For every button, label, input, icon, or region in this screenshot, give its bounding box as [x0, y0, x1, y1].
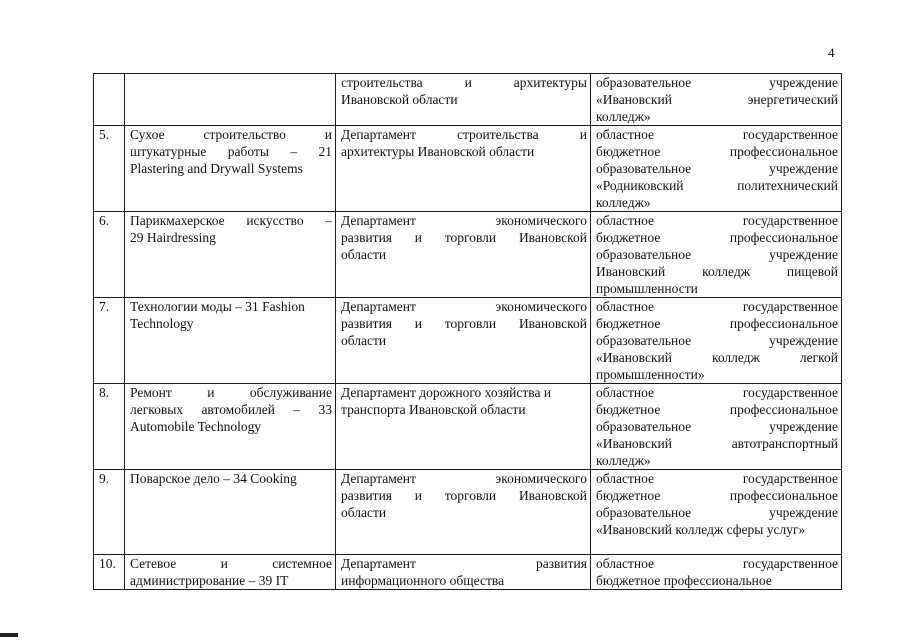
organization-line [596, 194, 838, 211]
word: областное [596, 471, 655, 486]
department-line [341, 246, 587, 263]
organization-line [596, 401, 838, 418]
word: Департамент [341, 299, 416, 314]
word: администрирование [130, 573, 246, 588]
word: энергетический [747, 92, 838, 107]
organization-line [596, 212, 838, 229]
department-line [341, 143, 587, 160]
organization-line [596, 349, 838, 366]
word: автомобилей [201, 402, 276, 417]
word: Департамент [341, 471, 416, 486]
word: и [324, 127, 332, 142]
competency-table-body [94, 74, 842, 590]
organization-cell [591, 470, 842, 555]
department-line [341, 504, 587, 521]
word: областное [596, 127, 655, 142]
organization-cell [591, 74, 842, 126]
department-line [341, 212, 587, 229]
word: учреждение [769, 247, 838, 262]
competency-cell [125, 126, 336, 212]
word: «Ивановский колледж сферы услуг» [596, 522, 806, 537]
department-line [341, 572, 587, 589]
word: Ремонт [130, 385, 172, 400]
row-number-cell [94, 384, 125, 470]
word: областное [596, 299, 655, 314]
word: учреждение [769, 161, 838, 176]
organization-line [596, 418, 838, 435]
word: Plastering and Drywall Systems [130, 161, 303, 176]
row-number-cell [94, 74, 125, 126]
word: и [464, 75, 472, 90]
word: государственное [742, 213, 838, 228]
word: Департамент дорожного хозяйства и [341, 385, 552, 400]
organization-line [596, 143, 838, 160]
word: колледж» [596, 109, 651, 124]
row-number: 7. [99, 299, 110, 314]
word: Ивановской области [341, 92, 458, 107]
word: государственное [742, 385, 838, 400]
word: и [220, 556, 228, 571]
organization-cell [591, 212, 842, 298]
department-line [341, 384, 587, 401]
word: Ивановской [518, 230, 587, 245]
word: промышленности [596, 281, 698, 296]
row-number: 9. [99, 471, 110, 486]
word: IT [275, 573, 289, 588]
word: бюджетное [596, 316, 661, 331]
department-line [341, 126, 587, 143]
word: профессиональное [729, 316, 838, 331]
word: профессиональное [729, 144, 838, 159]
word: колледж [702, 264, 751, 279]
word: – [293, 402, 301, 417]
word: 21 [318, 144, 332, 159]
word: и [579, 127, 587, 142]
competency-line [130, 143, 332, 160]
organization-line [596, 332, 838, 349]
word: и [414, 230, 423, 245]
organization-cell [591, 298, 842, 384]
word: колледж» [596, 453, 651, 468]
organization-line [596, 452, 838, 469]
word: пищевой [786, 264, 838, 279]
word: учреждение [769, 419, 838, 434]
organization-line [596, 126, 838, 143]
word: системное [272, 556, 332, 571]
department-cell [336, 298, 591, 384]
word: Technology [130, 316, 194, 331]
organization-line [596, 470, 838, 487]
organization-cell [591, 384, 842, 470]
page-number: 4 [828, 45, 835, 60]
word: бюджетное [596, 488, 661, 503]
organization-line [596, 263, 838, 280]
word: обслуживание [249, 385, 332, 400]
competency-line [130, 212, 332, 229]
word: Парикмахерское [130, 213, 225, 228]
word: Департамент [341, 127, 416, 142]
word: 39 [258, 573, 273, 588]
word: строительство [203, 127, 286, 142]
word: и [414, 488, 423, 503]
word: и [207, 385, 215, 400]
word: промышленности» [596, 367, 705, 382]
competency-line [130, 315, 332, 332]
table-row [94, 555, 842, 590]
table-row [94, 470, 842, 555]
organization-line [596, 435, 838, 452]
word: Департамент [341, 213, 416, 228]
organization-line [596, 108, 838, 125]
department-line [341, 487, 587, 504]
word: экономического [495, 213, 587, 228]
department-cell [336, 126, 591, 212]
department-line [341, 315, 587, 332]
word: учреждение [769, 333, 838, 348]
page-edge-mark [0, 633, 18, 637]
word: бюджетное [596, 144, 661, 159]
table-row [94, 126, 842, 212]
word: 29 Hairdressing [130, 230, 216, 245]
competency-cell [125, 74, 336, 126]
word: строительства [341, 75, 423, 90]
word: и [414, 316, 423, 331]
word: 33 [318, 402, 332, 417]
department-line [341, 298, 587, 315]
word: транспорта Ивановской области [341, 402, 526, 417]
word: развития [341, 316, 393, 331]
word: автотранспортный [731, 436, 838, 451]
word: информационного [341, 573, 447, 588]
organization-line [596, 572, 838, 589]
word: развития [341, 488, 393, 503]
word: государственное [742, 299, 838, 314]
word: областное [596, 556, 655, 571]
word: «Ивановский [596, 436, 672, 451]
row-number-cell [94, 298, 125, 384]
word: бюджетное [596, 230, 661, 245]
word: искусство [246, 213, 304, 228]
word: торговли [444, 316, 497, 331]
department-cell [336, 470, 591, 555]
department-line [341, 555, 587, 572]
word: профессиональное [729, 488, 838, 503]
word: экономического [495, 299, 587, 314]
word: Automobile Technology [130, 419, 262, 434]
row-number: 5. [99, 127, 110, 142]
organization-line [596, 177, 838, 194]
word: образовательное [596, 247, 692, 262]
word: работы [227, 144, 269, 159]
word: профессиональное [729, 402, 838, 417]
department-line [341, 91, 587, 108]
word: – [290, 144, 298, 159]
table-row [94, 384, 842, 470]
word: колледж [711, 350, 760, 365]
competency-line [130, 298, 332, 315]
word: учреждение [769, 75, 838, 90]
word: образовательное [596, 75, 692, 90]
row-number: 10. [99, 556, 116, 571]
organization-cell [591, 555, 842, 590]
organization-line [596, 504, 838, 521]
word: «Ивановский [596, 350, 672, 365]
department-cell [336, 384, 591, 470]
organization-line [596, 521, 838, 538]
word: общества [449, 573, 505, 588]
word: Ивановской [518, 488, 587, 503]
word: экономического [495, 471, 587, 486]
word: Ивановский [596, 264, 666, 279]
competency-line [130, 384, 332, 401]
organization-line [596, 555, 838, 572]
competency-line [130, 572, 332, 589]
word: государственное [742, 556, 838, 571]
word: Поварское дело – 34 Cooking [130, 471, 297, 486]
word: образовательное [596, 505, 692, 520]
row-number-cell [94, 555, 125, 590]
organization-line [596, 366, 838, 383]
row-number-cell [94, 126, 125, 212]
organization-line [596, 298, 838, 315]
competency-line [130, 470, 332, 487]
word: легкой [799, 350, 838, 365]
word: политехнический [737, 178, 838, 193]
word: образовательное [596, 333, 692, 348]
department-cell [336, 555, 591, 590]
organization-line [596, 280, 838, 297]
word: штукатурные [130, 144, 207, 159]
organization-line [596, 160, 838, 177]
department-line [341, 229, 587, 246]
department-line [341, 470, 587, 487]
word: торговли [444, 488, 497, 503]
word: образовательное [596, 161, 692, 176]
table-row [94, 212, 842, 298]
competency-table [93, 73, 842, 590]
department-line [341, 74, 587, 91]
word: области [341, 505, 387, 520]
word: – [248, 573, 256, 588]
competency-line [130, 229, 332, 246]
word: Ивановской [518, 316, 587, 331]
word: Сухое [130, 127, 165, 142]
word: областное [596, 385, 655, 400]
organization-cell [591, 126, 842, 212]
word: архитектуры [513, 75, 587, 90]
word: строительства [456, 127, 539, 142]
word: колледж» [596, 195, 651, 210]
competency-line [130, 418, 332, 435]
organization-line [596, 487, 838, 504]
word: профессиональное [663, 573, 772, 588]
word: Сетевое [130, 556, 177, 571]
row-number-cell [94, 470, 125, 555]
competency-line [130, 401, 332, 418]
word: архитектуры Ивановской области [341, 144, 535, 159]
competency-cell [125, 384, 336, 470]
row-number: 6. [99, 213, 110, 228]
word: Департамент [341, 556, 416, 571]
word: «Ивановский [596, 92, 672, 107]
organization-line [596, 384, 838, 401]
competency-line [130, 126, 332, 143]
row-number: 8. [99, 385, 110, 400]
competency-line [130, 160, 332, 177]
department-cell [336, 74, 591, 126]
table-row [94, 74, 842, 126]
organization-line [596, 246, 838, 263]
organization-line [596, 229, 838, 246]
word: развития [341, 230, 393, 245]
word: профессиональное [729, 230, 838, 245]
department-cell [336, 212, 591, 298]
word: – [325, 213, 332, 228]
word: области [341, 333, 387, 348]
word: Технологии моды – 31 Fashion [130, 299, 305, 314]
word: образовательное [596, 419, 692, 434]
word: развития [535, 556, 587, 571]
word: учреждение [769, 505, 838, 520]
table-row [94, 298, 842, 384]
word: легковых [130, 402, 184, 417]
word: области [341, 247, 387, 262]
competency-cell [125, 470, 336, 555]
competency-cell [125, 298, 336, 384]
organization-line [596, 315, 838, 332]
word: бюджетное [596, 402, 661, 417]
department-line [341, 332, 587, 349]
word: торговли [444, 230, 497, 245]
organization-line [596, 74, 838, 91]
word: государственное [742, 127, 838, 142]
competency-cell [125, 212, 336, 298]
organization-line [596, 91, 838, 108]
row-number-cell [94, 212, 125, 298]
word: бюджетное [596, 573, 661, 588]
word: областное [596, 213, 655, 228]
word: государственное [742, 471, 838, 486]
competency-line [130, 555, 332, 572]
department-line [341, 401, 587, 418]
word: «Родниковский [596, 178, 684, 193]
competency-cell [125, 555, 336, 590]
